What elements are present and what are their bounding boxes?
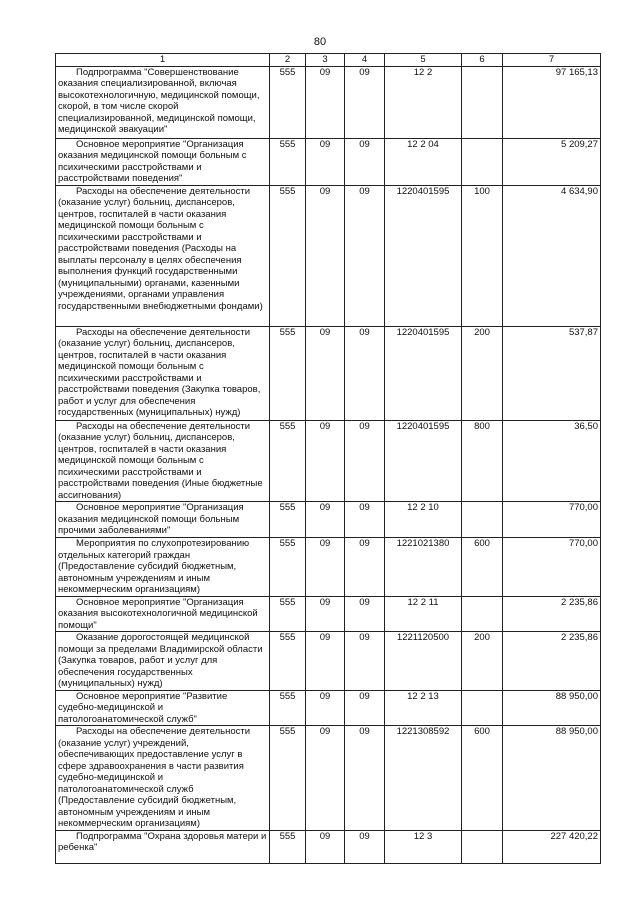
target-article-code: 1220401595 xyxy=(385,420,462,502)
subsection-code: 09 xyxy=(345,726,385,831)
target-article-code: 1221120500 xyxy=(385,632,462,691)
expense-name: Расходы на обеспечение деятельности (оказание услуг) больниц, диспансеров, центров, госпиталей в части оказания медицинской помощи больным с психическими расстройствами и расстройствами поведения (Расходы на выплаты персоналу в целях обеспечения выполнения функций государственными (муниципальными) органами, казенными учреждениями, органами управления государственными внебюджетными фондами) xyxy=(56,185,270,326)
ministry-code: 555 xyxy=(270,690,306,726)
table-row xyxy=(56,138,601,185)
amount: 770,00 xyxy=(503,538,601,597)
amount: 5 209,27 xyxy=(503,138,601,185)
section-code: 09 xyxy=(306,538,345,597)
ministry-code: 555 xyxy=(270,185,306,326)
column-header: 6 xyxy=(462,54,503,67)
target-article-code: 12 3 xyxy=(385,830,462,863)
ministry-code: 555 xyxy=(270,830,306,863)
section-code: 09 xyxy=(306,690,345,726)
subsection-code: 09 xyxy=(345,632,385,691)
section-code: 09 xyxy=(306,726,345,831)
subsection-code: 09 xyxy=(345,690,385,726)
target-article-code: 1221308592 xyxy=(385,726,462,831)
column-header: 1 xyxy=(56,54,270,67)
table-row xyxy=(56,66,601,138)
table-row xyxy=(56,502,601,538)
subsection-code: 09 xyxy=(345,326,385,420)
expense-type-code xyxy=(462,138,503,185)
expense-name: Оказание дорогостоящей медицинской помощи за пределами Владимирской области (Закупка товаров, работ и услуг для обеспечения государственных (муниципальных) нужд) xyxy=(56,632,270,691)
target-article-code: 12 2 10 xyxy=(385,502,462,538)
expense-name: Основное мероприятие "Организация оказания медицинской помощи больным с психическими расстройствами и расстройствами поведения" xyxy=(56,138,270,185)
table-row xyxy=(56,538,601,597)
amount: 2 235,86 xyxy=(503,596,601,632)
amount: 2 235,86 xyxy=(503,632,601,691)
section-code: 09 xyxy=(306,326,345,420)
ministry-code: 555 xyxy=(270,596,306,632)
expense-name: Основное мероприятие "Развитие судебно-медицинской и патологоанатомической служб" xyxy=(56,690,270,726)
amount: 770,00 xyxy=(503,502,601,538)
table-row xyxy=(56,420,601,502)
expense-type-code: 100 xyxy=(462,185,503,326)
expense-name: Основное мероприятие "Организация оказания высокотехнологичной медицинской помощи" xyxy=(56,596,270,632)
ministry-code: 555 xyxy=(270,420,306,502)
target-article-code: 1220401595 xyxy=(385,185,462,326)
subsection-code: 09 xyxy=(345,420,385,502)
table-header-row xyxy=(56,54,601,67)
expense-type-code xyxy=(462,690,503,726)
amount: 97 165,13 xyxy=(503,66,601,138)
amount: 88 950,00 xyxy=(503,726,601,831)
expense-type-code xyxy=(462,66,503,138)
amount: 36,50 xyxy=(503,420,601,502)
subsection-code: 09 xyxy=(345,596,385,632)
target-article-code: 1220401595 xyxy=(385,326,462,420)
table-row xyxy=(56,185,601,326)
amount: 537,87 xyxy=(503,326,601,420)
target-article-code: 12 2 04 xyxy=(385,138,462,185)
expense-name: Основное мероприятие "Организация оказания медицинской помощи больным прочими заболеваниями" xyxy=(56,502,270,538)
section-code: 09 xyxy=(306,185,345,326)
target-article-code: 12 2 xyxy=(385,66,462,138)
target-article-code: 1221021380 xyxy=(385,538,462,597)
subsection-code: 09 xyxy=(345,830,385,863)
expense-type-code: 800 xyxy=(462,420,503,502)
expense-name: Подпрограмма "Совершенствование оказания специализированной, включая высокотехнологичную, медицинской помощи, скорой, в том числе скорой специализированной, медицинской помощи, медицинской эвакуации" xyxy=(56,66,270,138)
section-code: 09 xyxy=(306,138,345,185)
amount: 4 634,90 xyxy=(503,185,601,326)
section-code: 09 xyxy=(306,632,345,691)
subsection-code: 09 xyxy=(345,538,385,597)
expense-type-code xyxy=(462,502,503,538)
ministry-code: 555 xyxy=(270,726,306,831)
expense-type-code: 200 xyxy=(462,326,503,420)
expense-type-code: 600 xyxy=(462,726,503,831)
section-code: 09 xyxy=(306,596,345,632)
subsection-code: 09 xyxy=(345,185,385,326)
ministry-code: 555 xyxy=(270,326,306,420)
expense-type-code: 200 xyxy=(462,632,503,691)
ministry-code: 555 xyxy=(270,632,306,691)
column-header: 3 xyxy=(306,54,345,67)
section-code: 09 xyxy=(306,66,345,138)
expense-type-code xyxy=(462,596,503,632)
column-header: 7 xyxy=(503,54,601,67)
expense-name: Расходы на обеспечение деятельности (оказание услуг) больниц, диспансеров, центров, госпиталей в части оказания медицинской помощи больным с психическими расстройствами и расстройствами поведения (Иные бюджетные ассигнования) xyxy=(56,420,270,502)
column-header: 2 xyxy=(270,54,306,67)
expense-type-code: 600 xyxy=(462,538,503,597)
expense-type-code xyxy=(462,830,503,863)
section-code: 09 xyxy=(306,502,345,538)
table-row xyxy=(56,596,601,632)
column-header: 4 xyxy=(345,54,385,67)
amount: 227 420,22 xyxy=(503,830,601,863)
section-code: 09 xyxy=(306,830,345,863)
budget-table xyxy=(55,53,601,864)
table-row xyxy=(56,632,601,691)
page-number: 80 xyxy=(313,36,327,48)
expense-name: Расходы на обеспечение деятельности (оказание услуг) учреждений, обеспечивающих предоставление услуг в сфере здравоохранения в части развития судебно-медицинской и патологоанатомической служб (Предоставление субсидий бюджетным, автономным учреждениям и иным некоммерческим организациям) xyxy=(56,726,270,831)
section-code: 09 xyxy=(306,420,345,502)
expense-name: Расходы на обеспечение деятельности (оказание услуг) больниц, диспансеров, центров, госпиталей в части оказания медицинской помощи больным с психическими расстройствами и расстройствами поведения (Закупка товаров, работ и услуг для обеспечения государственных (муниципальных) нужд) xyxy=(56,326,270,420)
table-row xyxy=(56,726,601,831)
ministry-code: 555 xyxy=(270,502,306,538)
table-row xyxy=(56,326,601,420)
ministry-code: 555 xyxy=(270,66,306,138)
expense-name: Подпрограмма "Охрана здоровья матери и ребенка" xyxy=(56,830,270,863)
target-article-code: 12 2 13 xyxy=(385,690,462,726)
ministry-code: 555 xyxy=(270,538,306,597)
table-row xyxy=(56,830,601,863)
expense-name: Мероприятия по слухопротезированию отдельных категорий граждан (Предоставление субсидий бюджетным, автономным учреждениям и иным некоммерческим организациям) xyxy=(56,538,270,597)
ministry-code: 555 xyxy=(270,138,306,185)
subsection-code: 09 xyxy=(345,66,385,138)
table-row xyxy=(56,690,601,726)
amount: 88 950,00 xyxy=(503,690,601,726)
subsection-code: 09 xyxy=(345,138,385,185)
target-article-code: 12 2 11 xyxy=(385,596,462,632)
column-header: 5 xyxy=(385,54,462,67)
subsection-code: 09 xyxy=(345,502,385,538)
